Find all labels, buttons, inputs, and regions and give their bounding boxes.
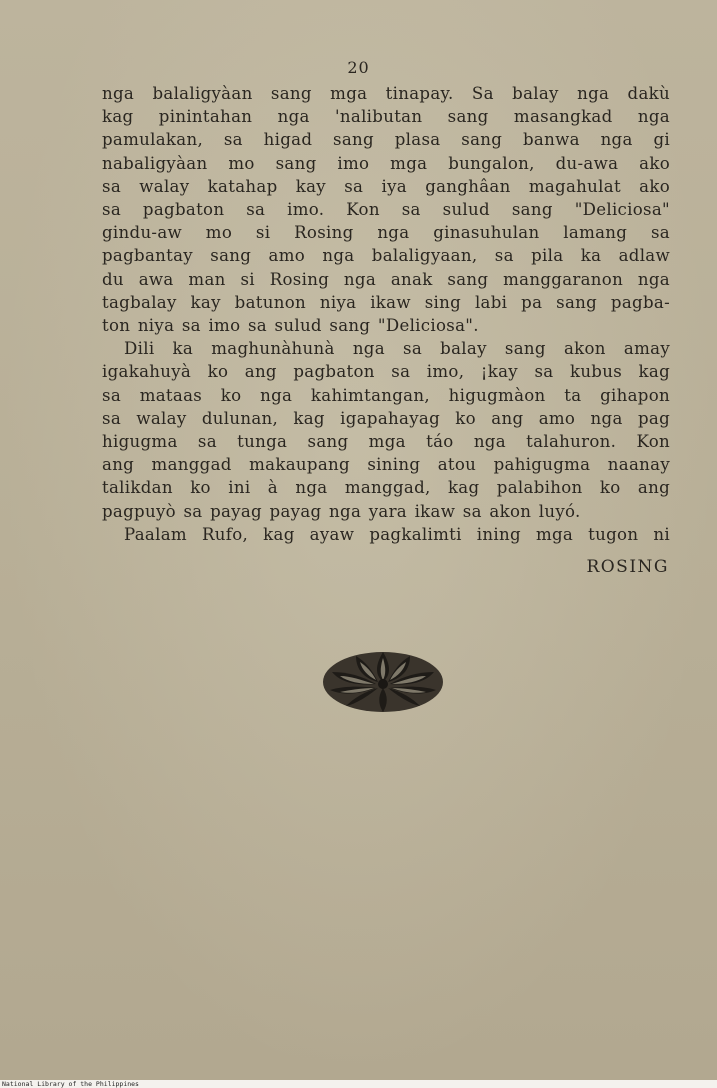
text-line-content: kag pinintahan nga 'nalibutan sang masangkad nga	[102, 107, 670, 127]
text-line	[102, 221, 670, 244]
floral-ornament-icon	[316, 638, 450, 718]
text-line	[102, 430, 670, 453]
text-line	[102, 152, 670, 175]
text-line-content: nga balaligyàan sang mga tinapay. Sa balay nga dakù	[102, 84, 670, 103]
text-line	[102, 128, 670, 151]
text-line-content: pagbantay sang amo nga balaligyaan, sa pila ka adlaw	[102, 246, 670, 266]
text-line	[102, 523, 670, 546]
page-body-text	[102, 82, 670, 546]
text-line-content: sa walay dulunan, kag igapahayag ko ang amo nga pag	[102, 408, 670, 428]
text-line-content: ton niya sa imo sa sulud sang "Deliciosa".	[102, 316, 479, 336]
text-line	[102, 314, 670, 337]
text-line	[102, 82, 670, 105]
text-line-content: higugma sa tunga sang mga táo nga talahuron. Kon	[102, 432, 670, 452]
signature: ROSING	[586, 557, 669, 577]
text-line-content: tagbalay kay batunon niya ikaw sing labi pa sang pagba-	[102, 292, 670, 312]
text-line-content: talikdan ko ini à nga manggad, kag palabihon ko ang	[102, 478, 670, 498]
text-line	[102, 360, 670, 383]
text-line-content: gindu-aw mo si Rosing nga ginasuhulan lamang sa	[102, 223, 670, 243]
text-line-content: pagpuyò sa payag payag nga yara ikaw sa akon luyó.	[102, 501, 581, 521]
text-line	[102, 175, 670, 198]
text-line-content: nabaligyàan mo sang imo mga bungalon, du-awa ako	[102, 153, 670, 173]
text-line	[102, 268, 670, 291]
page-number: 20	[347, 58, 370, 77]
text-line	[102, 105, 670, 128]
library-credit: National Library of the Philippines	[2, 1080, 139, 1088]
text-line	[102, 476, 670, 499]
text-line-content: Paalam Rufo, kag ayaw pagkalimti ining mga tugon ni	[124, 524, 670, 544]
text-line	[102, 500, 670, 523]
text-line	[102, 291, 670, 314]
text-line-content: sa walay katahap kay sa iya ganghâan magahulat ako	[102, 176, 670, 196]
text-line	[102, 337, 670, 360]
text-line-content: sa pagbaton sa imo. Kon sa sulud sang "Deliciosa"	[102, 200, 670, 220]
text-line-content: Dili ka maghunàhunà nga sa balay sang akon amay	[124, 339, 670, 359]
text-line	[102, 384, 670, 407]
text-line	[102, 453, 670, 476]
text-line	[102, 198, 670, 221]
text-line-content: igakahuyà ko ang pagbaton sa imo, ¡kay sa kubus kag	[102, 362, 670, 382]
text-line-content: pamulakan, sa higad sang plasa sang banwa nga gi	[102, 130, 670, 150]
text-line-content: du awa man si Rosing nga anak sang manggaranon nga	[102, 269, 670, 289]
text-line	[102, 244, 670, 267]
text-line-content: ang manggad makaupang sining atou pahigugma naanay	[102, 455, 670, 475]
text-line	[102, 407, 670, 430]
text-line-content: sa mataas ko nga kahimtangan, higugmàon ta gihapon	[102, 385, 670, 405]
